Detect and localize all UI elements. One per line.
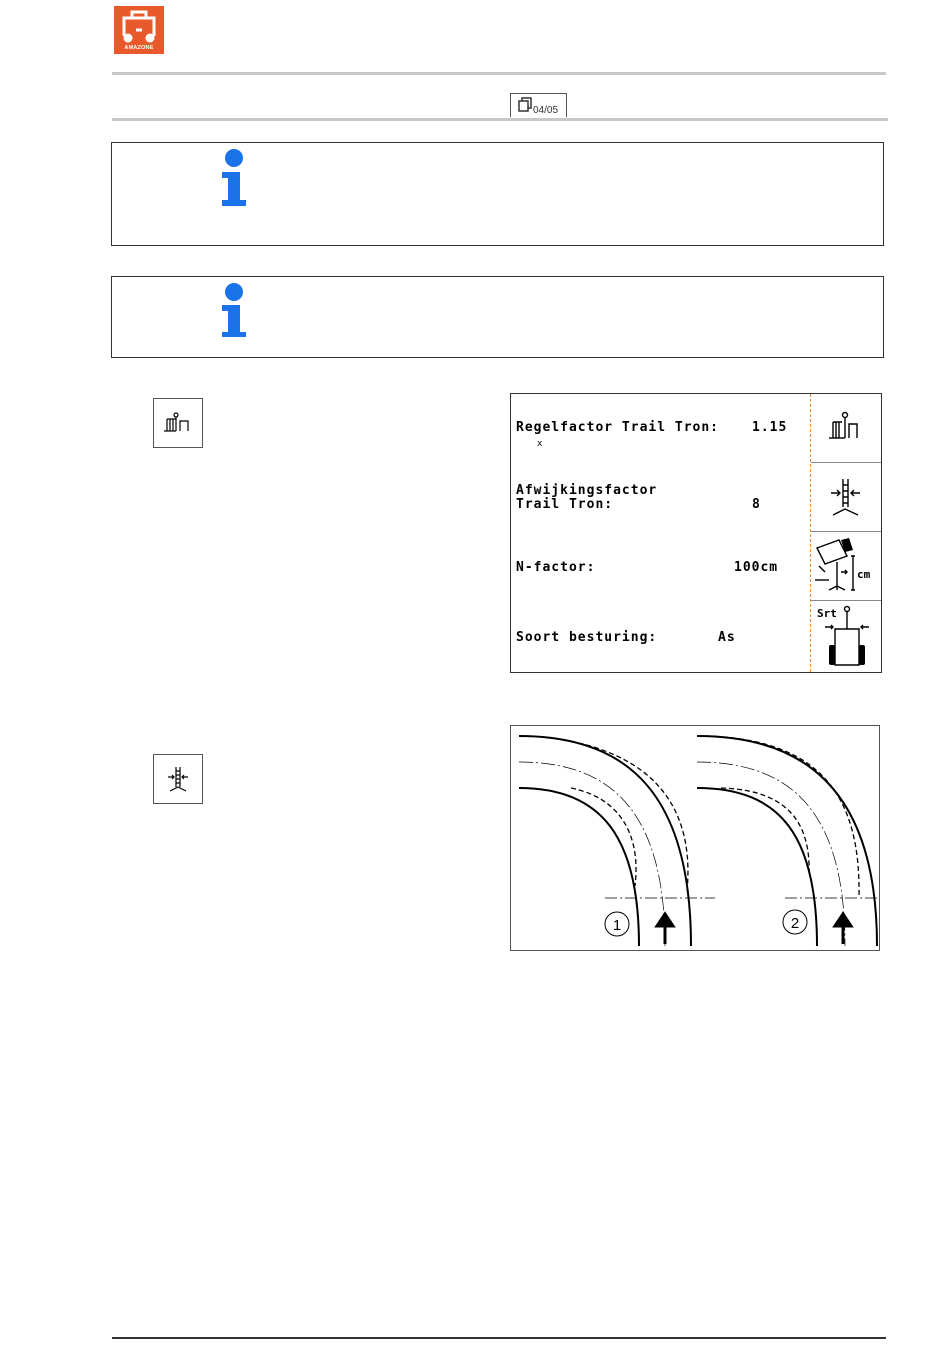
footer-rule: [112, 1337, 886, 1339]
steering-type-icon: [811, 601, 881, 670]
info-note-2: [111, 276, 884, 358]
deviation-factor-key[interactable]: [153, 754, 203, 804]
trail-tron-regulation-icon: [154, 399, 202, 447]
soort-besturing-value[interactable]: As: [718, 630, 736, 645]
info-icon: [219, 282, 249, 338]
amazone-logo: [114, 6, 164, 54]
afwijkings-label-line-2: Trail Tron:: [516, 497, 614, 512]
regulation-factor-icon: [811, 394, 881, 463]
tractor-logo-icon: [114, 6, 164, 46]
regulation-factor-key[interactable]: [153, 398, 203, 448]
softkey-column: [810, 394, 881, 672]
softkey-steering-type[interactable]: [811, 601, 881, 670]
softkey-regulation-factor[interactable]: [811, 394, 881, 463]
deviation-factor-icon: [811, 463, 881, 532]
subheader-rule: [112, 118, 888, 121]
softkey-n-factor[interactable]: [811, 532, 881, 601]
track-figure: [510, 725, 880, 951]
version-text: 04/05: [533, 105, 559, 116]
nfactor-label: N-factor:: [516, 560, 596, 575]
info-icon: [219, 148, 249, 206]
terminal-rows: [511, 394, 811, 672]
softkey-deviation-factor[interactable]: [811, 463, 881, 532]
soort-besturing-label: Soort besturing:: [516, 630, 658, 645]
srt-label: Srt: [817, 607, 837, 620]
regelfactor-label: Regelfactor Trail Tron:: [516, 420, 720, 435]
cm-label: cm: [857, 568, 871, 581]
direction-arrow-icon: [835, 914, 851, 944]
header-rule: [112, 72, 886, 75]
version-badge: [510, 93, 567, 117]
afwijkings-label-line-1: Afwijkingsfactor: [516, 483, 658, 498]
brand-name: AMAZONE: [124, 45, 154, 51]
track-curves-illustration: [511, 726, 879, 950]
n-factor-icon: [811, 532, 881, 601]
figure-label-1: 1: [612, 917, 622, 934]
direction-arrow-icon: [657, 914, 673, 944]
deviation-factor-icon: [154, 755, 202, 803]
afwijkings-value[interactable]: 8: [752, 497, 761, 512]
cursor-marker: x: [537, 439, 544, 449]
copy-pages-icon: [517, 97, 533, 113]
regelfactor-value[interactable]: 1.15: [752, 420, 788, 435]
terminal-screen: [510, 393, 882, 673]
nfactor-value[interactable]: 100cm: [734, 560, 779, 575]
info-note-1: [111, 142, 884, 246]
figure-label-2: 2: [790, 915, 800, 932]
